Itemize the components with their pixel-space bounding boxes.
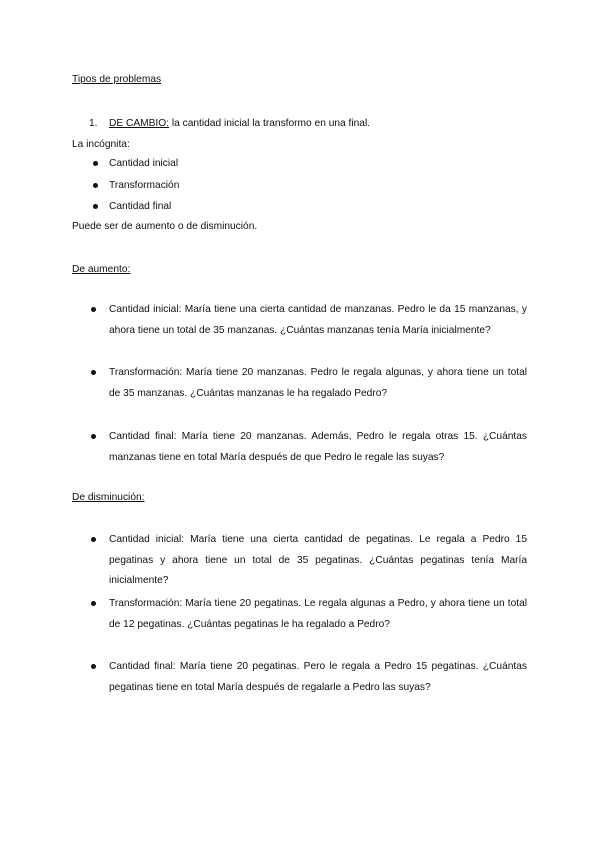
incognita-item: Cantidad final bbox=[109, 201, 172, 212]
incognita-label: La incógnita: bbox=[72, 139, 130, 150]
disminucion-item: Transformación: María tiene 20 pegatinas. Le regala algunas a Pedro, y ahora tiene un total de 12 pegatinas. ¿Cuántas pegatinas le ha regalado a Pedro? bbox=[109, 598, 527, 630]
numbered-item-label: DE CAMBIO: bbox=[109, 118, 170, 129]
incognita-item: Transformación bbox=[109, 180, 180, 191]
aumento-item: Cantidad final: María tiene 20 manzanas. Además, Pedro le regala otras 15. ¿Cuántas manzanas tiene en total María después de que Pedro le regale las suyas? bbox=[109, 431, 527, 463]
incognita-item: Cantidad inicial bbox=[109, 158, 179, 169]
bullet-icon bbox=[93, 204, 98, 209]
numbered-item-text: la cantidad inicial la transformo en una final. bbox=[169, 118, 371, 129]
bullet-icon bbox=[91, 601, 96, 606]
bullet-icon bbox=[91, 537, 96, 542]
disminucion-heading: De disminución: bbox=[72, 492, 145, 503]
numbered-item bbox=[109, 117, 370, 131]
aumento-heading: De aumento: bbox=[72, 264, 131, 275]
aumento-disminucion-note: Puede ser de aumento o de disminución. bbox=[72, 221, 258, 232]
bullet-icon bbox=[91, 664, 96, 669]
bullet-icon bbox=[93, 183, 98, 188]
bullet-icon bbox=[91, 370, 96, 375]
numbered-item-number: 1. bbox=[89, 118, 98, 129]
aumento-item: Transformación: María tiene 20 manzanas. Pedro le regala algunas, y ahora tiene un total de 35 manzanas. ¿Cuántas manzanas le ha regalado Pedro? bbox=[109, 367, 527, 399]
document-heading: Tipos de problemas bbox=[72, 74, 162, 85]
aumento-item: Cantidad inicial: María tiene una cierta cantidad de manzanas. Pedro le da 15 manzanas, y ahora tiene un total de 35 manzanas. ¿Cuántas manzanas tenía María inicialmente? bbox=[109, 304, 527, 336]
bullet-icon bbox=[93, 161, 98, 166]
bullet-icon bbox=[91, 307, 96, 312]
disminucion-item: Cantidad final: María tiene 20 pegatinas. Pero le regala a Pedro 15 pegatinas. ¿Cuántas pegatinas tiene en total María después de regalarle a Pedro las suyas? bbox=[109, 661, 527, 693]
bullet-icon bbox=[91, 434, 96, 439]
disminucion-item: Cantidad inicial: María tiene una cierta cantidad de pegatinas. Le regala a Pedro 15 pegatinas y ahora tiene un total de 35 pegatinas. ¿Cuántas pegatinas tenía María inicialmente? bbox=[109, 534, 527, 586]
